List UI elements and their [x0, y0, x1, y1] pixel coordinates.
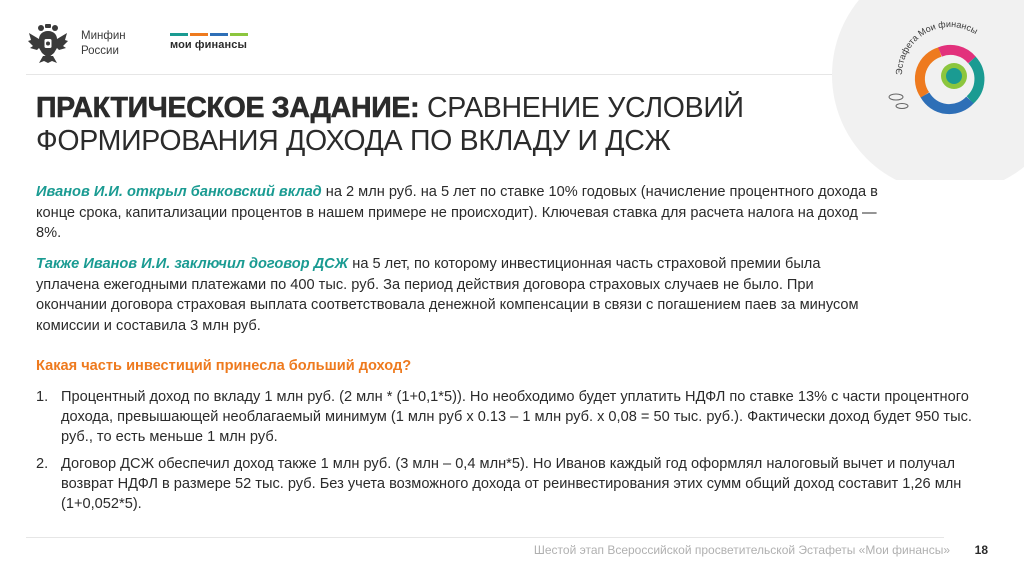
- ministry-line-1: Минфин: [81, 30, 126, 42]
- slide-title: [36, 92, 836, 158]
- page-number: 18: [974, 543, 988, 557]
- list-item-number: 2.: [36, 456, 49, 472]
- paragraph-1-lead: Иванов И.И. открыл банковский вклад: [36, 184, 322, 200]
- header-divider: [26, 74, 834, 75]
- list-item-text: Договор ДСЖ обеспечил доход также 1 млн руб. (3 млн – 0,4 млн*5). Но Иванов каждый год оформлял налоговый вычет и получал возврат НДФЛ в размере 52 тыс. руб. Без учета возможного дохода от реинвестирования этих сумм общий доход составит 1,26 млн (1+0,052*5).: [61, 456, 962, 512]
- footer-caption: Шестой этап Всероссийской просветительской Эстафеты «Мои финансы»: [533, 543, 950, 557]
- list-item-number: 1.: [36, 389, 49, 405]
- badge-text: Эстафета Мои финансы: [893, 18, 980, 76]
- paragraph-2-lead: Также Иванов И.И. заключил договор ДСЖ: [36, 256, 349, 272]
- estafeta-badge: [830, 0, 1024, 180]
- list-item: [36, 454, 986, 514]
- list-item-text: Процентный доход по вкладу 1 млн руб. (2 млн * (1+0,1*5)). Но необходимо будет уплатить НДФЛ по ставке 13% с части процентного дохода, превышающей необлагаемый минимум (1 млн руб х 0.13 – 1 млн руб. х 0,08 = 50 тыс. руб.). Фактически доход будет 950 тыс. руб., то есть меньше 1 млн руб.: [61, 389, 972, 445]
- paragraph-deposit: [36, 182, 886, 244]
- ministry-name: [81, 29, 126, 59]
- title-rest: СРАВНЕНИЕ УСЛОВИЙ ФОРМИРОВАНИЯ ДОХОДА ПО ВКЛАДУ И ДСЖ: [36, 92, 744, 157]
- brand-name: мои финансы: [170, 39, 247, 51]
- paragraph-dszh: [36, 254, 886, 336]
- list-item: [36, 387, 986, 447]
- title-bold: ПРАКТИЧЕСКОЕ ЗАДАНИЕ:: [36, 92, 420, 124]
- footer-divider: [26, 537, 944, 538]
- logo-color-bars: [170, 33, 248, 36]
- moi-finansy-logo: [170, 33, 248, 51]
- answer-list: [36, 387, 986, 521]
- question-heading: Какая часть инвестиций принесла больший доход?: [36, 358, 412, 374]
- paragraph-1-text: на 2 млн руб. на 5 лет по ставке 10% годовых (начисление процентного дохода в конце срока, капитализации процентов в нашем примере не происходит). Ключевая ставка для расчета налога на доход — 8%.: [36, 184, 878, 241]
- paragraph-2-text: на 5 лет, по которому инвестиционная часть страховой премии была уплачена ежегодными платежами по 400 тыс. руб. За период действия договора страховых случаев не было. При окончании договора страховая выплата соответствовала денежной компенсации в связи с погашением паев за минусом комиссии и составила 3 млн руб.: [36, 256, 859, 334]
- ministry-line-2: России: [81, 45, 119, 57]
- double-headed-eagle-icon: [26, 22, 70, 64]
